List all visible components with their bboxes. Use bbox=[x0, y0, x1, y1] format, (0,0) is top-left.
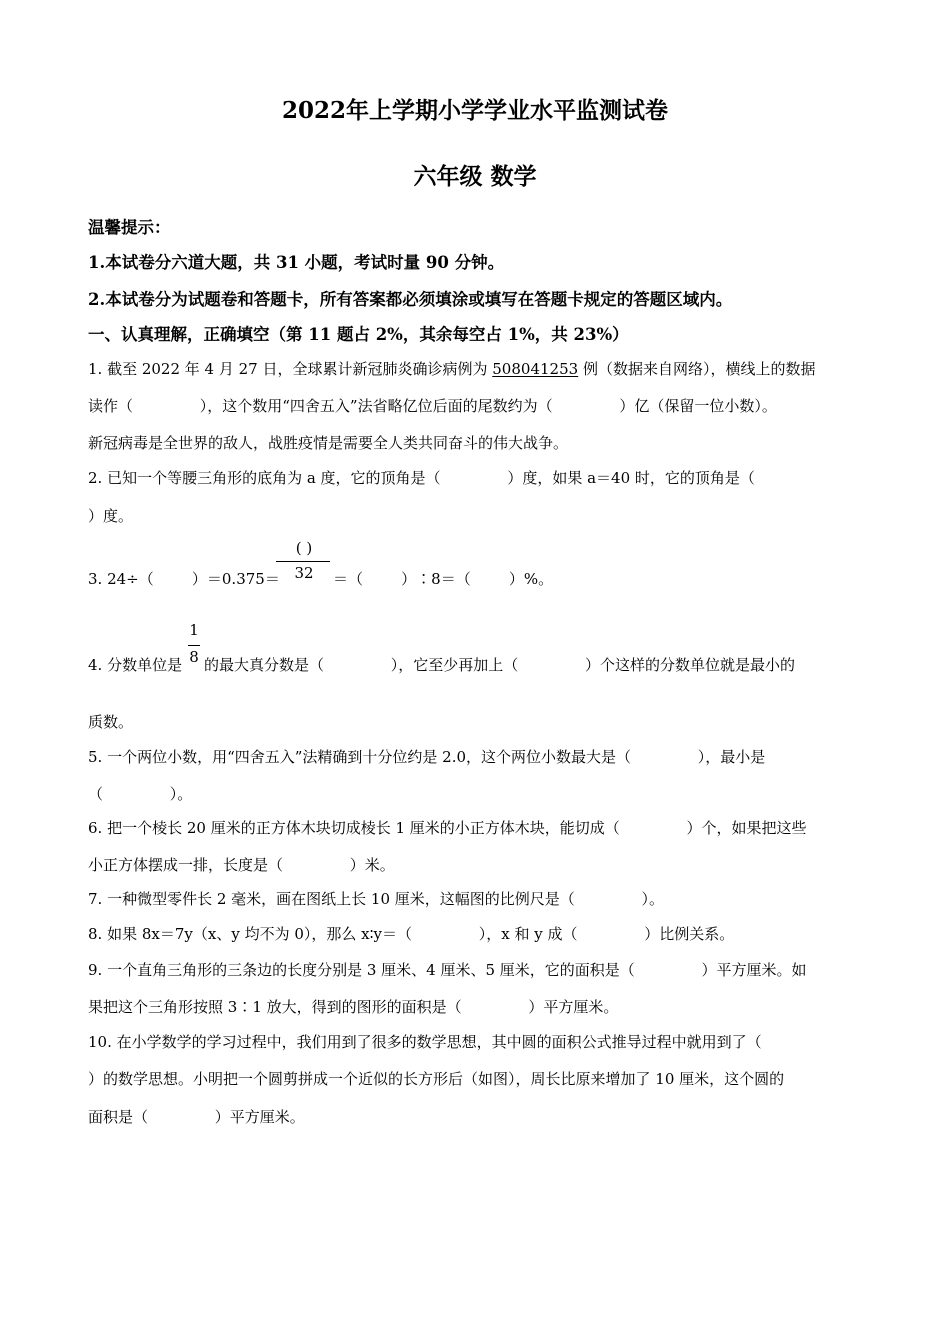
question-10-line-1: 10. 在小学数学的学习过程中，我们用到了很多的数学思想，其中圆的面积公式推导过程中就用到了（ bbox=[88, 1033, 762, 1051]
question-4-fraction-numerator: 1 bbox=[189, 621, 199, 639]
question-2-line-1: 2. 已知一个等腰三角形的底角为 a 度，它的顶角是（ ）度，如果 a＝40 时，它的顶角是（ bbox=[88, 469, 755, 487]
question-7-line-1: 7. 一种微型零件长 2 毫米，画在图纸上长 10 厘米，这幅图的比例尺是（ ）。 bbox=[88, 890, 665, 908]
question-3-post: ＝（ ）∶8＝（ ）%。 bbox=[333, 570, 554, 588]
question-1-line-3: 新冠病毒是全世界的敌人，战胜疫情是需要全人类共同奋斗的伟大战争。 bbox=[88, 434, 569, 452]
tips-item-2: 2.本试卷分为试题卷和答题卡，所有答案都必须填涂或填写在答题卡规定的答题区域内。 bbox=[88, 290, 733, 309]
question-1-line-1 bbox=[88, 358, 815, 379]
question-3-fraction-bar bbox=[276, 561, 330, 562]
question-6-line-2: 小正方体摆成一排，长度是（ ）米。 bbox=[88, 856, 395, 874]
question-6-line-1: 6. 把一个棱长 20 厘米的正方体木块切成棱长 1 厘米的小正方体木块，能切成（ ）个，如果把这些 bbox=[88, 819, 807, 837]
question-9-line-2: 果把这个三角形按照 3∶1 放大，得到的图形的面积是（ ）平方厘米。 bbox=[88, 998, 619, 1016]
tips-item-1: 1.本试卷分六道大题，共 31 小题，考试时量 90 分钟。 bbox=[88, 253, 505, 272]
question-4-pre: 4. 分数单位是 bbox=[88, 656, 183, 674]
question-4-post: 的最大真分数是（ ），它至少再加上（ ）个这样的分数单位就是最小的 bbox=[204, 656, 796, 674]
tips-heading: 温馨提示： bbox=[88, 218, 171, 237]
question-4-fraction-bar bbox=[188, 645, 200, 646]
question-10-line-3: 面积是（ ）平方厘米。 bbox=[88, 1108, 305, 1126]
question-4-line-2: 质数。 bbox=[88, 713, 134, 731]
question-3-fraction-denominator: 32 bbox=[294, 564, 314, 582]
question-2-line-2: ）度。 bbox=[88, 507, 134, 525]
question-1-text-b: 例（数据来自网络），横线上的数据 bbox=[578, 360, 816, 378]
question-4-fraction-denominator: 8 bbox=[189, 648, 199, 666]
question-10-line-2: ）的数学思想。小明把一个圆剪拼成一个近似的长方形后（如图），周长比原来增加了 10 厘米，这个圆的 bbox=[88, 1070, 785, 1088]
question-5-line-2: （ ）。 bbox=[88, 785, 193, 803]
question-5-line-1: 5. 一个两位小数，用“四舍五入”法精确到十分位约是 2.0，这个两位小数最大是（ ），最小是 bbox=[88, 748, 766, 766]
question-9-line-1: 9. 一个直角三角形的三条边的长度分别是 3 厘米、4 厘米、5 厘米，它的面积是（ ）平方厘米。如 bbox=[88, 961, 807, 979]
page-subtitle: 六年级 数学 bbox=[413, 163, 537, 190]
section-1-heading: 一、认真理解，正确填空（第 11 题占 2%，其余每空占 1%，共 23%） bbox=[88, 325, 629, 344]
question-8-line-1: 8. 如果 8x＝7y（x、y 均不为 0），那么 x∶y＝（ ），x 和 y 成（ ）比例关系。 bbox=[88, 925, 735, 943]
question-3-fraction-numerator: ( ) bbox=[295, 539, 313, 557]
case-count-number: 508041253 bbox=[492, 360, 579, 378]
question-3-pre: 3. 24÷（ ）＝0.375＝ bbox=[88, 570, 280, 588]
page-title: 2022年上学期小学学业水平监测试卷 bbox=[281, 97, 668, 124]
question-1-text-a: 1. 截至 2022 年 4 月 27 日，全球累计新冠肺炎确诊病例为 bbox=[88, 360, 493, 378]
question-1-line-2: 读作（ ），这个数用“四舍五入”法省略亿位后面的尾数约为（ ）亿（保留一位小数）。 bbox=[88, 397, 777, 415]
